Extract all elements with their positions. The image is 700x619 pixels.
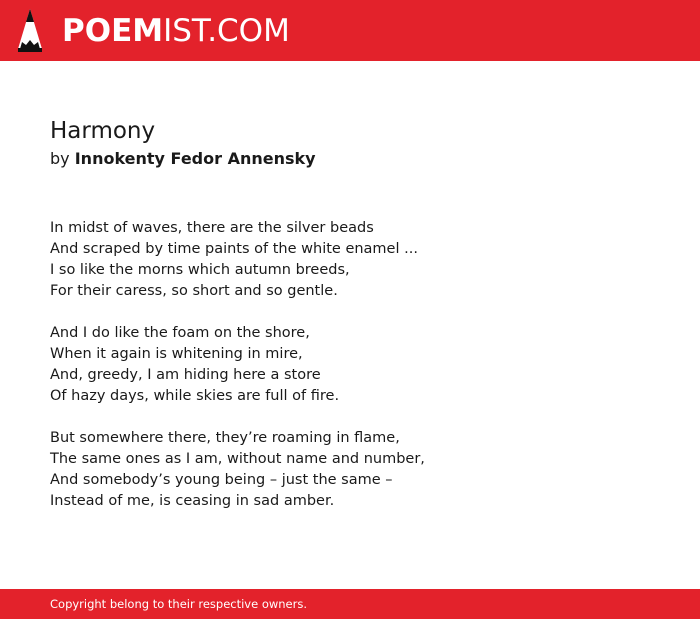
stanza (50, 218, 650, 302)
stanza (50, 323, 650, 407)
stanza (50, 428, 650, 512)
poem-line: I so like the morns which autumn breeds, (50, 262, 350, 278)
poem-body (50, 218, 650, 533)
poem-line: And scraped by time paints of the white enamel ... (50, 241, 418, 257)
poem-line: In midst of waves, there are the silver beads (50, 220, 374, 236)
site-footer (0, 589, 700, 619)
site-header (0, 0, 700, 61)
poem-line: Of hazy days, while skies are full of fire. (50, 388, 340, 404)
poem-heading (50, 116, 650, 172)
site-logo[interactable] (62, 11, 290, 51)
by-prefix: by (50, 149, 70, 168)
poem-line: For their caress, so short and so gentle. (50, 283, 338, 299)
poem-line: But somewhere there, they’re roaming in flame, (50, 430, 400, 446)
logo-light-text: IST.COM (163, 13, 290, 49)
poem-line: And somebody’s young being – just the same – (50, 472, 393, 488)
logo-bold-text: POEM (62, 13, 164, 49)
poem-line: The same ones as I am, without name and number, (50, 451, 425, 467)
poem-line: And, greedy, I am hiding here a store (50, 367, 321, 383)
poem-author: Innokenty Fedor Annensky (74, 149, 316, 168)
poem-title: Harmony (50, 118, 156, 144)
poem-byline (50, 146, 650, 172)
copyright-text: Copyright belong to their respective owners. (50, 597, 308, 611)
poem-line: And I do like the foam on the shore, (50, 325, 310, 341)
poem-line: When it again is whitening in mire, (50, 346, 303, 362)
pencil-icon[interactable] (18, 9, 42, 52)
poem-line: Instead of me, is ceasing in sad amber. (50, 493, 335, 509)
